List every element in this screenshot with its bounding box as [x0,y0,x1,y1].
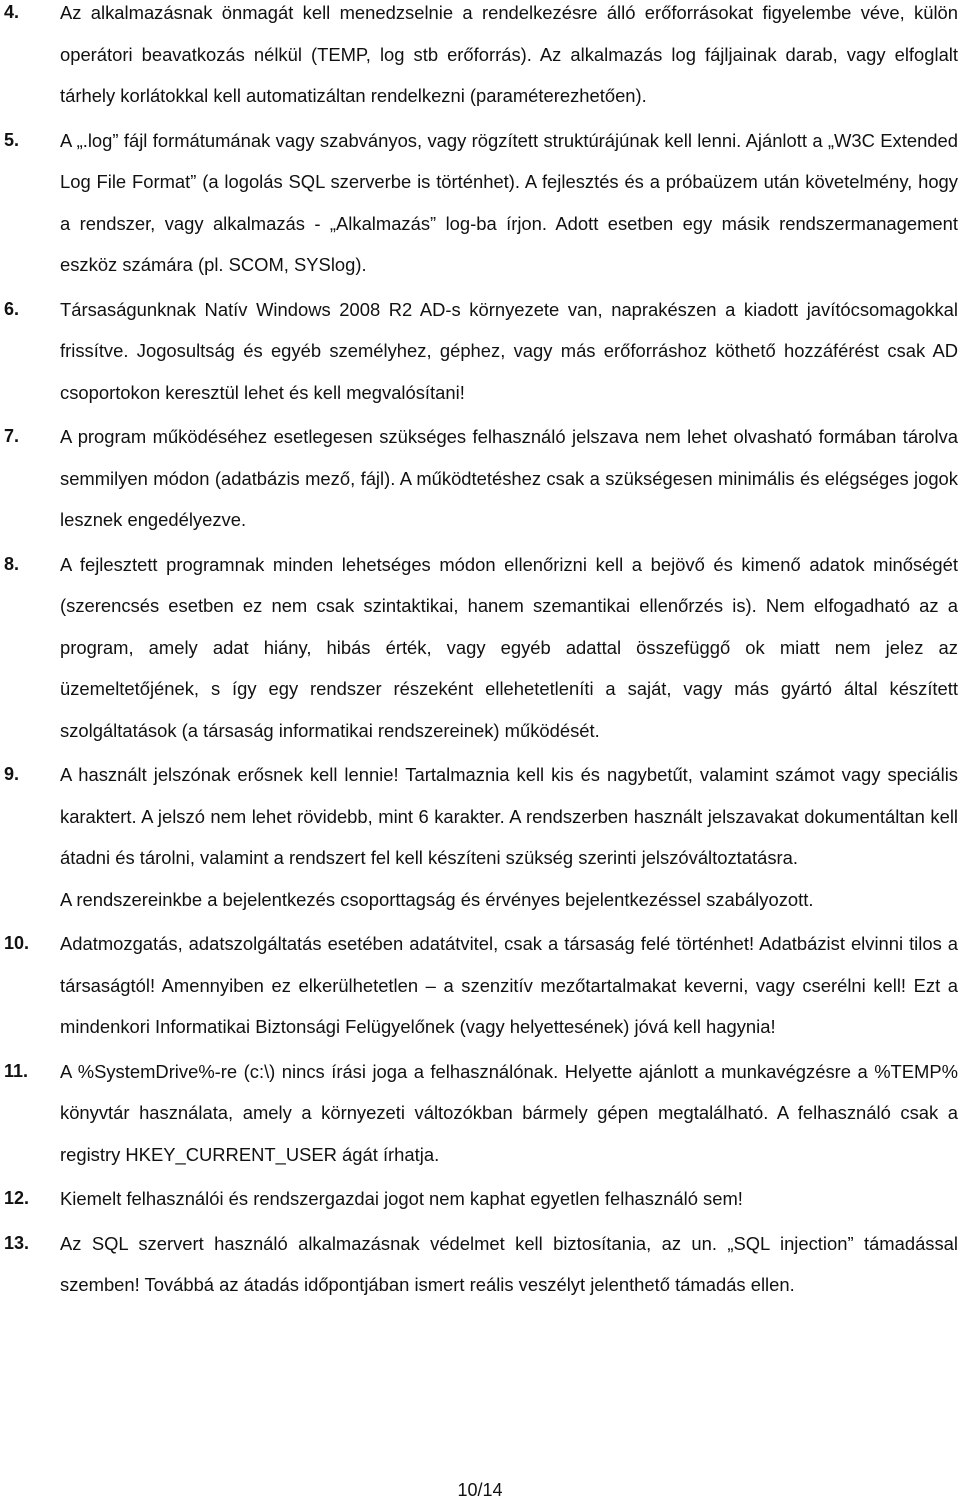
page-number: 10/14 [457,1480,503,1500]
item-extra-text: A rendszereinkbe a bejelentkezés csoporttagság és érvényes bejelentkezéssel szabályozott. [60,888,814,910]
item-number: 10. [4,933,30,953]
list-item [0,754,958,920]
item-text: A „.log” fájl formátumának vagy szabványos, vagy rögzített struktúrájúnak kell lenni. Ajánlott a „W3C Extended Log File Format” (a logolás SQL szerverbe is történhet). A fejlesztés és a próbaüzem után követelmény, hogy a rendszer, vagy alkalmazás - „Alkalmazás” log-ba írjon. Adott esetben egy másik rendszermanagement eszköz számára (pl. SCOM, SYSlog). [60,129,958,275]
item-text: Adatmozgatás, adatszolgáltatás esetében adatátvitel, csak a társaság felé történhet! Adatbázist elvinni tilos a társaságtól! Amennyiben ez elkerülhetetlen – a szenzitív mezőtartalmakat keverni, vagy cserélni kell! Ezt a mindenkori Informatikai Biztonsági Felügyelőnek (vagy helyettesének) jóvá kell hagynia! [60,933,958,1037]
list-item [0,544,958,752]
list-item [0,1051,958,1176]
list-item [0,120,958,286]
list-item [0,416,958,541]
item-text: A fejlesztett programnak minden lehetséges módon ellenőrizni kell a bejövő és kimenő adatok minőségét (szerencsés esetben ez nem csak szintaktikai, hanem szemantikai ellenőrzés is). Nem elfogadható az a program, amely adat hiány, hibás érték, vagy egyéb adattal összefüggő ok miatt nem jelez az üzemeltetőjének, s így egy rendszer részeként ellehetetleníti a saját, vagy más gyártó által készített szolgáltatások (a társaság informatikai rendszereinek) működését. [60,553,958,741]
list-item [0,289,958,414]
item-number: 9. [4,764,20,784]
item-number: 12. [4,1188,30,1208]
item-number: 4. [4,2,20,22]
item-text: A program működéséhez esetlegesen szükséges felhasználó jelszava nem lehet olvasható formában tárolva semmilyen módon (adatbázis mező, fájl). A működtetéshez csak a szükségesen minimális és elégséges jogok lesznek engedélyezve. [60,426,958,530]
item-text: A használt jelszónak erősnek kell lennie! Tartalmaznia kell kis és nagybetűt, valamint számot vagy speciális karaktert. A jelszó nem lehet rövidebb, mint 6 karakter. A rendszerben használt jelszavakat dokumentáltan kell átadni és tárolni, valamint a rendszert fel kell készíteni szükség szerinti jelszóváltoztatásra. [60,764,958,868]
item-text: Társaságunknak Natív Windows 2008 R2 AD-s környezete van, naprakészen a kiadott javítócsomagokkal frissítve. Jogosultság és egyéb személyhez, géphez, vagy más erőforráshoz köthető hozzáférést csak AD csoportokon keresztül lehet és kell megvalósítani! [60,298,958,403]
item-number: 13. [4,1232,30,1253]
list-item [0,923,958,1048]
item-number: 11. [4,1060,29,1081]
item-text: Kiemelt felhasználói és rendszergazdai jogot nem kaphat egyetlen felhasználó sem! [60,1188,743,1209]
list-item [0,1178,958,1220]
item-text: Az SQL szervert használó alkalmazásnak védelmet kell biztosítania, az un. „SQL injection” támadással szemben! Továbbá az átadás időpontjában ismert reális veszélyt jelenthető támadás ellen. [60,1232,958,1295]
item-text: A %SystemDrive%-re (c:\) nincs írási joga a felhasználónak. Helyette ajánlott a munkavégzésre a %TEMP% könyvtár használata, amely a környezeti változókban bármely gépen megtalálható. A felhasználó csak a registry HKEY_CURRENT_USER ágát írhatja. [60,1060,958,1165]
item-number: 5. [4,129,20,150]
list-item [0,1223,958,1306]
item-number: 7. [4,426,20,446]
list-item [0,0,958,117]
item-number: 6. [4,298,20,319]
item-number: 8. [4,553,20,574]
item-text: Az alkalmazásnak önmagát kell menedzselnie a rendelkezésre álló erőforrásokat figyelembe véve, külön operátori beavatkozás nélkül (TEMP, log stb erőforrás). Az alkalmazás log fájljainak darab, vagy elfoglalt tárhely korlátokkal kell automatizáltan rendelkezni (paraméterezhetően). [60,2,958,106]
